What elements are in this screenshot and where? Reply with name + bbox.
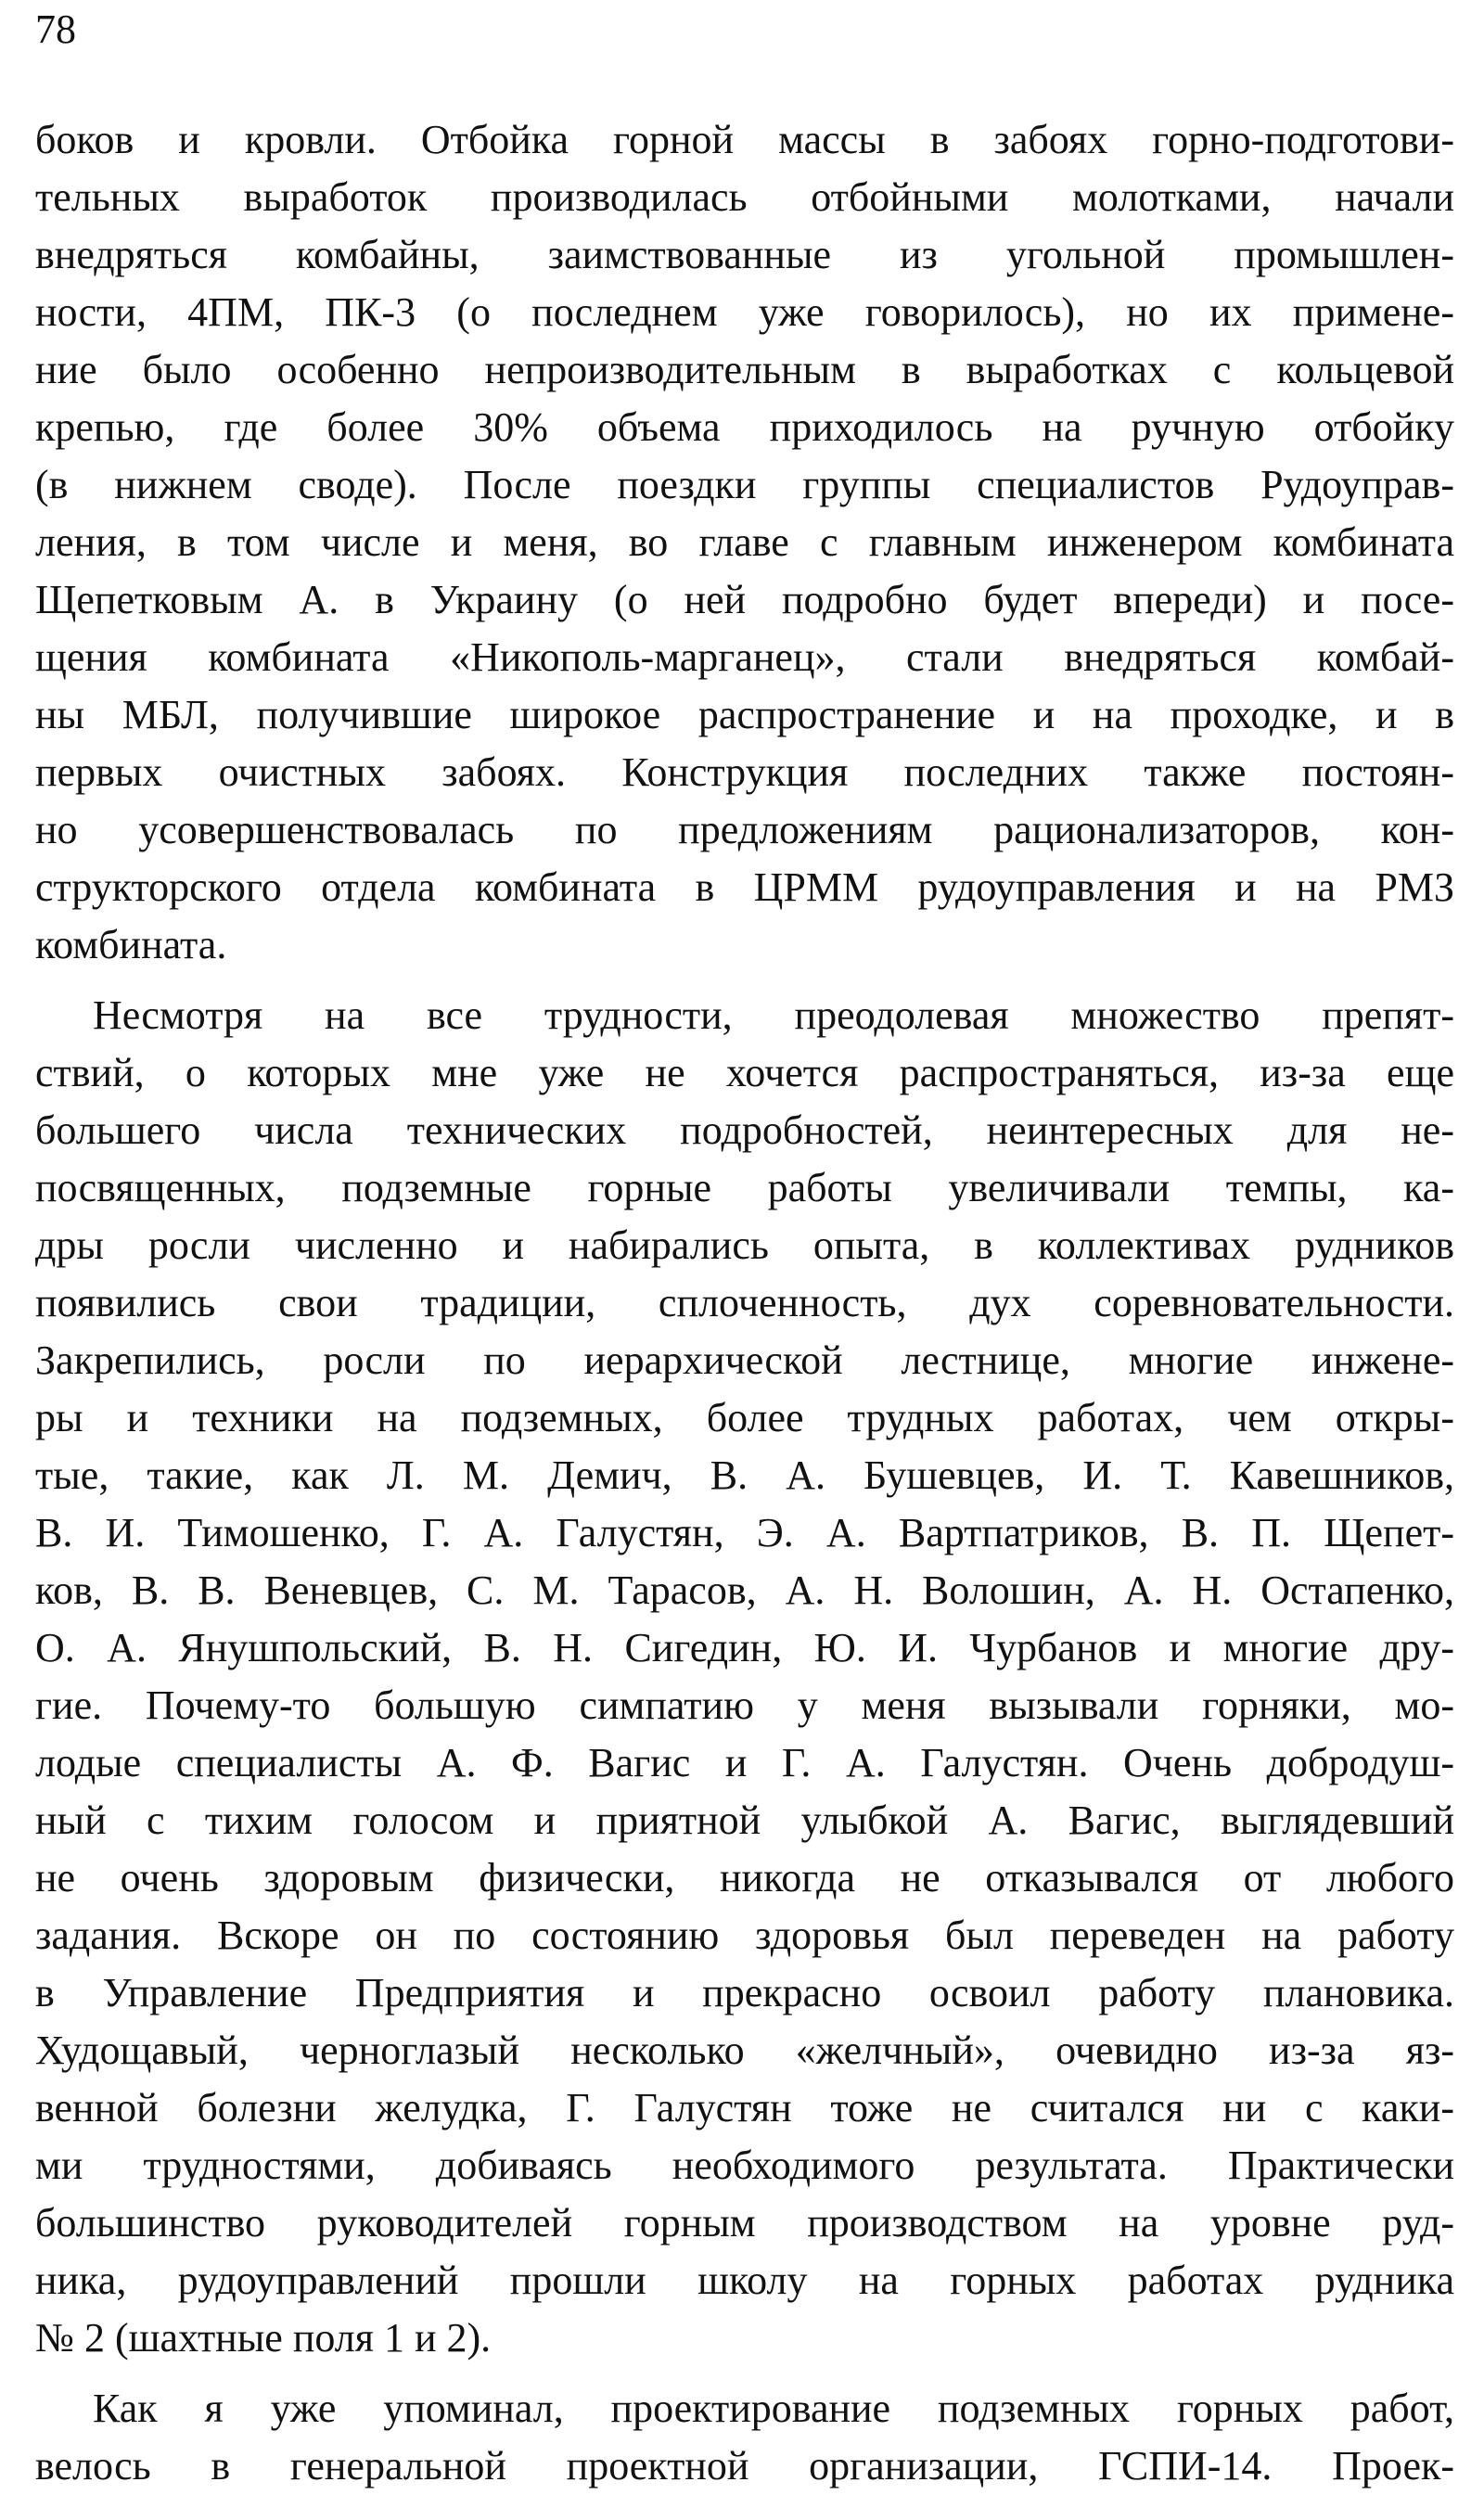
text-line: Несмотря на все трудности, преодолевая множество препят- — [93, 992, 1454, 1038]
text-line: велось в генеральной проектной организации, ГСПИ-14. Проек- — [35, 2443, 1454, 2489]
text-line: большинство руководителей горным производством на уровне руд- — [35, 2200, 1454, 2246]
page-number: 78 — [35, 6, 76, 52]
text-line: но усовершенствовалась по предложениям рационализаторов, кон- — [35, 807, 1454, 852]
text-line: ны МБЛ, получившие широкое распространение и на проходке, и в — [35, 692, 1454, 737]
text-line: в Управление Предприятия и прекрасно освоил работу плановика. — [35, 1970, 1454, 2015]
paragraph-gap — [35, 974, 1454, 987]
text-line: щения комбината «Никополь-марганец», стали внедряться комбай- — [35, 634, 1454, 680]
text-line: тые, такие, как Л. М. Демич, В. А. Бушевцев, И. Т. Кавешников, — [35, 1452, 1454, 1498]
text-line: задания. Вскоре он по состоянию здоровья был переведен на работу — [35, 1913, 1454, 1958]
text-line: не очень здоровым физически, никогда не отказывался от любого — [35, 1855, 1454, 1900]
text-line: № 2 (шахтные поля 1 и 2). — [35, 2315, 492, 2361]
text-line: внедряться комбайны, заимствованные из угольной промышлен- — [35, 232, 1454, 277]
text-line: боков и кровли. Отбойка горной массы в забоях горно-подготови- — [35, 117, 1454, 162]
text-line: тельных выработок производилась отбойными молотками, начали — [35, 174, 1454, 220]
text-line: В. И. Тимошенко, Г. А. Галустян, Э. А. Вартпатриков, В. П. Щепет- — [35, 1510, 1454, 1555]
paragraph-3 — [35, 2380, 1454, 2495]
text-line: ника, рудоуправлений прошли школу на горных работах рудника — [35, 2258, 1454, 2303]
text-line: (в нижнем своде). После поездки группы специалистов Рудоуправ- — [35, 462, 1454, 507]
text-line: О. А. Янушпольский, В. Н. Сигедин, Ю. И. Чурбанов и многие дру- — [35, 1625, 1454, 1670]
paragraph-2 — [35, 987, 1454, 2367]
text-line: ствий, о которых мне уже не хочется распространяться, из-за еще — [35, 1050, 1454, 1095]
text-line: венной болезни желудка, Г. Галустян тоже не считался ни с каки- — [35, 2085, 1454, 2130]
text-line: Как я уже упоминал, проектирование подземных горных работ, — [93, 2386, 1454, 2431]
text-line: крепью, где более 30% объема приходилось на ручную отбойку — [35, 404, 1454, 450]
text-line: ры и техники на подземных, более трудных работах, чем откры- — [35, 1395, 1454, 1440]
text-line: ние было особенно непроизводительным в выработках с кольцевой — [35, 347, 1454, 392]
text-line: гие. Почему-то большую симпатию у меня вызывали горняки, мо- — [35, 1683, 1454, 1728]
text-line: ности, 4ПМ, ПК-3 (о последнем уже говорилось), но их применe- — [35, 289, 1454, 335]
text-line: первых очистных забоях. Конструкция последних также постоян- — [35, 749, 1454, 795]
text-line: появились свои традиции, сплоченность, дух соревновательности. — [35, 1280, 1454, 1325]
text-line: Худощавый, черноглазый несколько «желчный», очевидно из-за яз- — [35, 2028, 1454, 2073]
text-line: посвященных, подземные горные работы увеличивали темпы, ка- — [35, 1165, 1454, 1210]
paragraph-gap — [35, 2367, 1454, 2380]
text-line: ков, В. В. Веневцев, С. М. Тарасов, А. Н. Волошин, А. Н. Остапенко, — [35, 1567, 1454, 1613]
text-line: Закрепились, росли по иерархической лестнице, многие инжене- — [35, 1337, 1454, 1383]
text-line: ный с тихим голосом и приятной улыбкой А. Вагис, выглядевший — [35, 1798, 1454, 1843]
text-line: Щепетковым А. в Украину (о ней подробно будет впереди) и посе- — [35, 577, 1454, 622]
text-line: дры росли численно и набирались опыта, в коллективах рудников — [35, 1222, 1454, 1268]
text-line: комбината. — [35, 922, 227, 967]
paragraph-1 — [35, 111, 1454, 974]
text-line: большего числа технических подробностей, неинтересных для не- — [35, 1107, 1454, 1153]
text-line: ления, в том числе и меня, во главе с главным инженером комбината — [35, 519, 1454, 565]
page-text — [35, 111, 1454, 2495]
text-line: лодые специалисты А. Ф. Вагис и Г. А. Галустян. Очень добродуш- — [35, 1740, 1454, 1785]
text-line: ми трудностями, добиваясь необходимого результата. Практически — [35, 2143, 1454, 2188]
text-line: структорского отдела комбината в ЦРММ рудоуправления и на РМЗ — [35, 864, 1454, 910]
